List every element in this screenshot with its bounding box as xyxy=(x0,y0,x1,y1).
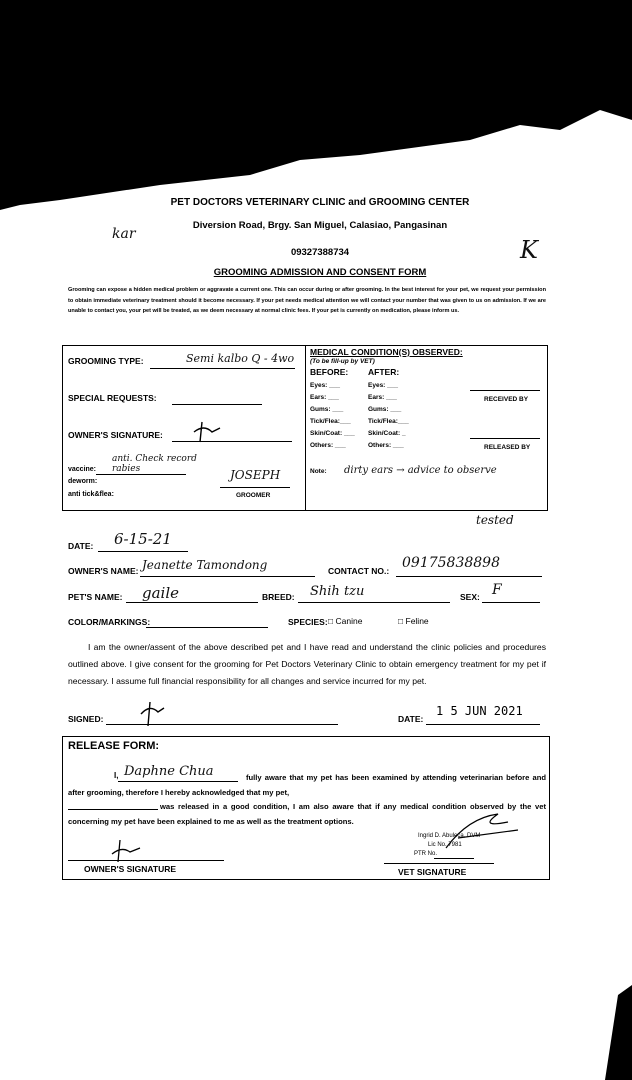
owner-release-signature-mark xyxy=(108,838,148,866)
pet-name-label: PET'S NAME: xyxy=(68,592,123,602)
vet-stamp-ptr: PTR No. xyxy=(414,851,438,857)
vaccine-value: anti. Check record rabies xyxy=(112,454,197,474)
release-text-1: fully aware that my pet has been examined by attending veterinarian before and after grooming, therefore I hereby acknowledged that my pet, xyxy=(68,773,546,797)
after-item: Skin/Coat: _ xyxy=(368,430,406,437)
color-label: COLOR/MARKINGS: xyxy=(68,617,151,627)
consent-date-label: DATE: xyxy=(398,714,424,724)
release-name-value: Daphne Chua xyxy=(124,764,214,779)
after-item: Tick/Flea:___ xyxy=(368,418,409,425)
contact-label: CONTACT NO.: xyxy=(328,566,390,576)
grooming-type-value: Semi kalbo Q - 4wo xyxy=(186,352,295,365)
before-item: Tick/Flea:___ xyxy=(310,418,351,425)
before-item: Gums: ___ xyxy=(310,406,344,413)
groomer-label: GROOMER xyxy=(236,492,271,499)
received-by-label: RECEIVED BY xyxy=(484,396,529,403)
after-item: Eyes: ___ xyxy=(368,382,398,389)
before-item: Eyes: ___ xyxy=(310,382,340,389)
note-value: dirty ears → advice to observe xyxy=(344,465,497,476)
vet-stamp-name: Ingrid D. Abuleca, DVM xyxy=(418,833,481,839)
release-text-2: was released in a good condition, I am also aware that if any medical condition observed by the vet concerning my pet have been explained to me as well as the treatment options. xyxy=(68,802,546,826)
before-item: Skin/Coat: ___ xyxy=(310,430,355,437)
after-item: Ears: ___ xyxy=(368,394,397,401)
box-divider xyxy=(305,345,306,511)
grooming-type-label: GROOMING TYPE: xyxy=(68,356,144,366)
contact-value: 09175838898 xyxy=(402,555,500,571)
deworm-label: deworm: xyxy=(68,478,98,485)
consent-signature-mark xyxy=(138,700,168,730)
clinic-address: Diversion Road, Brgy. San Miguel, Calasiao, Pangasinan xyxy=(192,220,448,231)
handwritten-note-right: K xyxy=(520,236,538,264)
consent-paragraph: I am the owner/assent of the above described pet and I have read and understand the clinic policies and procedures outlined above. I give consent for the grooming for Pet Doctors Veterinary Clinic to obtain emergency treatment for my pet if necessary. I assume full financial responsibility for all changes and service incurred for my pet. xyxy=(68,642,546,686)
after-item: Gums: ___ xyxy=(368,406,402,413)
signed-label: SIGNED: xyxy=(68,714,104,724)
owner-signature-mark xyxy=(190,418,230,446)
before-item: Others: ___ xyxy=(310,442,346,449)
medical-title: MEDICAL CONDITION(S) OBSERVED: xyxy=(310,347,463,357)
vaccine-label: vaccine: xyxy=(68,466,97,473)
intro-paragraph: Grooming can expose a hidden medical problem or aggravate a current one. This can occur during or after grooming. In the best interest for your pet, we request your permission to obtain immediate veterinary treatment should it become necessary. If your pet needs medical attention we will contact your number that was given to us on admission. If we are unable to contact you, your pet will be treated, as we deem necessary at normal clinic fees. If your pet is currently on medication, please inform us. xyxy=(68,287,546,314)
pet-name-value: gaile xyxy=(142,584,180,602)
consent-date-stamp: 1 5 JUN 2021 xyxy=(436,704,523,718)
clinic-name: PET DOCTORS VETERINARY CLINIC and GROOMING CENTER xyxy=(170,197,470,208)
breed-value: Shih tzu xyxy=(310,584,365,599)
species-feline-checkbox[interactable]: □ Feline xyxy=(398,616,429,626)
date-value: 6-15-21 xyxy=(114,530,172,548)
form-title: GROOMING ADMISSION AND CONSENT FORM xyxy=(213,267,427,278)
owner-signature-label: OWNER'S SIGNATURE: xyxy=(68,430,163,440)
breed-label: BREED: xyxy=(262,592,295,602)
handwritten-note-left: kar xyxy=(112,226,136,242)
owner-name-label: OWNER'S NAME: xyxy=(68,566,139,576)
after-item: Others: ___ xyxy=(368,442,404,449)
release-title: RELEASE FORM: xyxy=(68,740,160,752)
owner-signature-caption: OWNER'S SIGNATURE xyxy=(84,864,177,874)
before-item: Ears: ___ xyxy=(310,394,339,401)
species-label: SPECIES: xyxy=(288,617,328,627)
sex-label: SEX: xyxy=(460,592,480,602)
released-by-label: RELEASED BY xyxy=(484,444,531,451)
medical-subtitle: (To be fill-up by VET) xyxy=(310,358,375,365)
vet-signature-caption: VET SIGNATURE xyxy=(398,867,467,877)
note-label: Note: xyxy=(310,468,327,475)
date-label: DATE: xyxy=(68,541,94,551)
vet-stamp-license: Lic No. 7981 xyxy=(428,842,462,848)
owner-name-value: Jeanette Tamondong xyxy=(142,558,268,572)
tested-note: tested xyxy=(476,513,514,527)
special-requests-label: SPECIAL REQUESTS: xyxy=(68,393,157,403)
species-canine-checkbox[interactable]: □ Canine xyxy=(328,616,363,626)
before-label: BEFORE: xyxy=(310,367,349,377)
sex-value: F xyxy=(492,582,502,598)
release-name-prefix: I, xyxy=(114,771,119,780)
clinic-phone: 09327388734 xyxy=(290,247,350,258)
anti-tick-label: anti tick&flea: xyxy=(68,491,114,498)
after-label: AFTER: xyxy=(368,367,400,377)
groomer-name: JOSEPH xyxy=(230,468,281,482)
